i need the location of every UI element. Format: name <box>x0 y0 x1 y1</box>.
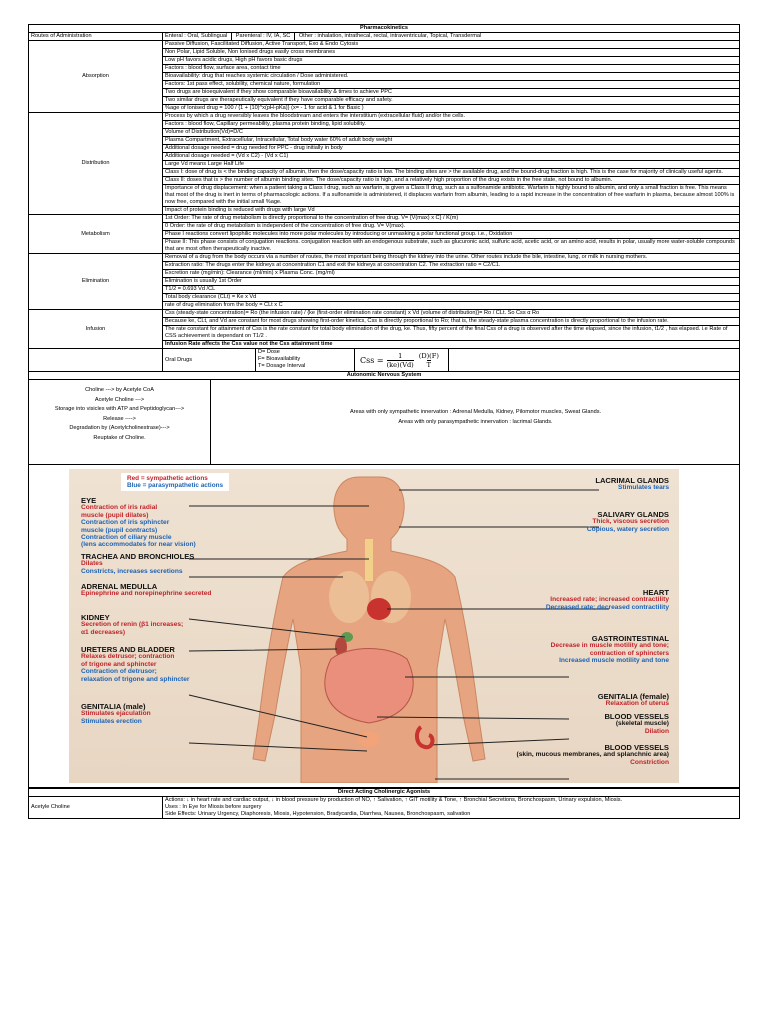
eq-b-num: (D)(F) <box>418 351 439 360</box>
left-annotation <box>81 497 196 549</box>
dose-var: D= Dose <box>258 349 280 355</box>
left-annotation <box>81 583 211 598</box>
sympathetic-action: Contraction of iris radial <box>81 504 158 512</box>
absorption-row: Low pH favors acidic drugs, High pH favors basic drugs <box>163 57 740 65</box>
sympathetic-action: Dilation <box>644 727 669 735</box>
metabolism-row: 1st Order: The rate of drug metabolism is directly proportional to the concentration of free drug. V= {V(max) x C} / K(m) <box>163 215 740 223</box>
organ-subtitle: (skin, mucous membranes, and splanchnic area) <box>516 751 669 759</box>
oral-vars <box>256 349 355 371</box>
right-annotation <box>546 589 669 611</box>
parasympathetic-action: Contraction of detrusor; <box>81 668 157 676</box>
lung-left <box>329 571 369 623</box>
organ-subtitle: (skeletal muscle) <box>615 720 669 728</box>
distribution-row: Impact of protein binding is reduced with drugs with large Vd <box>163 207 740 215</box>
elimination-label: Elimination <box>29 254 163 310</box>
parasympathetic-action: Increased muscle motility and tone <box>559 657 669 665</box>
cholinergic-side-effects: Side Effects: Urinary Urgency, Diaphoresis, Miosis, Hypotension, Bradycardia, Diarrhea, Nausea, Bronchospasm, salivation <box>165 811 471 817</box>
organ-title: LACRIMAL GLANDS <box>595 476 669 485</box>
cholinergic-uses: Uses : In Eye for Miosis before surgery <box>165 804 262 810</box>
pharmacokinetics-title: Pharmacokinetics <box>29 25 740 33</box>
ans-title: Autonomic Nervous System <box>29 372 740 380</box>
sympathetic-action: Epinephrine and norepinephrine secreted <box>81 590 212 598</box>
cycle-step: Reuptake of Choline. <box>93 434 146 441</box>
absorption-row: Factors: 1st pass effect, solubility, chemical nature, formulation <box>163 81 740 89</box>
sympathetic-action: Decrease in muscle motility and tone; <box>550 642 669 650</box>
cycle-step: Acetyle Choline ---> <box>94 396 145 403</box>
parasympathetic-action: Copious, watery secretion <box>586 525 669 533</box>
blank-cell <box>29 349 163 372</box>
parasympathetic-action: (lens accommodates for near vision) <box>81 541 196 549</box>
distribution-row: Process by which a drug reversibly leaves the bloodstream and enters the interstitium (extracellular fluid) and/or the cells. <box>163 113 740 121</box>
organ-title: HEART <box>642 588 669 597</box>
parasympathetic-action: Contraction of iris sphincter <box>81 519 170 527</box>
infusion-row: The rate constant for attainment of Css is the rate constant for total body elimination of the drug, ke. Thus, fifty percent of the final Css of a drug is observed after the time elapsed, since the infusion, t1/2 , has elapsed. i.e Rate of CSS achievement is dependant on T1/2 . <box>163 326 740 341</box>
interval-var: T= Dosage Interval <box>258 363 306 369</box>
parasympathetic-action: Stimulates tears <box>618 484 669 492</box>
distribution-row: Importance of drug displacement: when a patient taking a Class I drug, such as warfarin, is given a Class II drug, such as a sulfonamide antibiotic. Warfarin is highly bound to albumin, and only a small fraction is free. This means that most of the drug is inert in terms of pharmacologic actions. If a sulfonamide is administered, it displaces warfarin from albumin, leading to a rapid increase in the concentration of free warfarin in plasma, because almost 100% is now free, compared with the initial small %age. <box>163 185 740 207</box>
metabolism-row: Phase I reactions convert lipophilic molecules into more polar molecules by introducing or unmasking a polar functional group. i.e., Oxidation <box>163 231 740 239</box>
acetylcholine-cycle <box>29 380 211 464</box>
distribution-label: Distribution <box>29 113 163 215</box>
elimination-row: Elimination is usually 1st Order <box>163 278 740 286</box>
absorption-row: %age of Ionised drug = 100 / {1 + (10)^x(pH-pKa)} (x= - 1 for acid & 1 for Basic ) <box>163 105 740 113</box>
cycle-step: Degradation by (Acetylcholinestrase)---> <box>69 425 170 431</box>
right-annotation <box>604 713 669 735</box>
parasympathetic-action: relaxation of trigone and sphincter <box>81 675 190 683</box>
sympathetic-action: contraction of sphincters <box>589 649 669 657</box>
organ-title: SALIVARY GLANDS <box>597 510 669 519</box>
sympathetic-action: Stimulates ejaculation <box>81 710 151 718</box>
figure-legend <box>121 473 229 491</box>
bioavailability-var: F= Bioavailability <box>258 356 301 362</box>
organ-title: GENITALIA (male) <box>81 702 146 711</box>
sympathetic-action: muscle (pupil dilates) <box>81 511 149 519</box>
innervation-notes <box>212 408 739 427</box>
organ-title: URETERS AND BLADDER <box>81 645 175 654</box>
right-annotation <box>598 693 669 708</box>
ans-figure-panel <box>69 469 679 783</box>
oral-drugs-cell <box>163 349 740 372</box>
sympathetic-action: Relaxation of uterus <box>605 700 669 708</box>
organ-title: GENITALIA (female) <box>597 692 669 701</box>
distribution-row: Additional dosage needed = drug needed for PPC - drug initially in body <box>163 145 740 153</box>
parasympathetic-action: Constricts, increases secretions <box>81 567 183 575</box>
distribution-row: Plasma Compartment, Extracellular, Intracellular, Total body water 60% of adult body weight <box>163 137 740 145</box>
distribution-row: Additional dosage needed = (Vd x C2) - (Vd x C1) <box>163 153 740 161</box>
organ-title: BLOOD VESSELS <box>604 712 669 721</box>
infusion-note: Infusion Rate affects the Css value not the Css attainment time <box>163 341 740 349</box>
absorption-row: Two similar drugs are therapeutically equivalent if they have comparable efficacy and safety. <box>163 97 740 105</box>
eq-b-den: T <box>426 360 432 369</box>
right-annotation <box>595 477 669 492</box>
sympathetic-action: α1 decreases) <box>81 628 126 636</box>
elimination-row: rate of drug elimination from the body = CLt x C <box>163 302 740 310</box>
absorption-row: Two drugs are bioequivalent if they show comparable bioavailability & times to achieve PPC <box>163 89 740 97</box>
left-annotation <box>81 646 189 683</box>
metabolism-row: Phase II: This phase consists of conjugation reactions. conjugation reaction with an endogenous substrate, such as glucuronic acid, sulfuric acid, acetic acid, or an amino acid, results in polar, usually more water-soluble compounds that are most often therapeutically inactive. <box>163 239 740 254</box>
cycle-step: Choline ---> by Acetyle CoA <box>85 387 154 393</box>
cholinergic-title: Direct Acting Cholinergic Agonists <box>29 789 740 797</box>
absorption-row: Non Polar, Lipid Soluble, Non Ionised drugs easily cross membranes <box>163 49 740 57</box>
sympathetic-only-note: Areas with only sympathetic innervation : Adrenal Medulla, Kidney, Pilomotor muscles, Sweat Glands. <box>349 409 602 415</box>
left-annotation <box>81 553 194 575</box>
sympathetic-action: Increased rate; increased contractility <box>550 596 669 604</box>
oral-label: Oral Drugs <box>163 349 256 371</box>
distribution-row: Class I: dose of drug is < the binding capacity of albumin, then the dose/capacity ratio is low. The binding sites are > the available drug, and the bound-drug fraction is high. This is the case for majority of clinically useful agents. <box>163 169 740 177</box>
cycle-step: Release ----> <box>103 415 136 422</box>
eq-lhs: Css = <box>360 355 384 365</box>
legend-blue: Blue = parasympathetic actions <box>127 482 224 490</box>
ans-notes <box>28 380 740 465</box>
infusion-row: Css (steady-state concentration)= Ro (the infusion rate) / {ke (first-order elimination rate constant) x Vd (volume of distribution)}= Ro / CLt. So Css α Ro <box>163 310 740 318</box>
elimination-row: Extraction ratio: The drugs enter the kidneys at concentration C1 and exit the kidneys at concentration C2. The extraction ratio = C2/C1. <box>163 262 740 270</box>
infusion-label: Infusion <box>29 310 163 349</box>
study-sheet <box>28 24 740 819</box>
organ-title: BLOOD VESSELS <box>604 743 669 752</box>
sympathetic-action: Dilates <box>81 560 103 568</box>
routes-cell <box>163 33 740 41</box>
metabolism-row: 0 Order: the rate of drug metabolism is independent of the concentration of free drug. V= V(max). <box>163 223 740 231</box>
absorption-row: Factors : blood flow, surface area, contact time <box>163 65 740 73</box>
absorption-row: Passive Diffusion, Fascilitated Diffusion, Active Transport, Exo & Endo Cytosis <box>163 41 740 49</box>
sympathetic-action: Thick, viscous secretion <box>592 518 669 526</box>
distribution-row: Factors : blood flow, Capillary permeability, plasma protein binding, lipid solubility. <box>163 121 740 129</box>
cholinergic-table <box>28 788 740 819</box>
route-parenteral: Parenteral : IV, IA, SC <box>236 33 296 40</box>
left-annotation <box>81 703 151 725</box>
cholinergic-drug: Acetyle Choline <box>29 797 163 819</box>
organ-title: GASTROINTESTINAL <box>591 634 669 643</box>
right-annotation <box>587 511 669 533</box>
absorption-row: Bioavailability: drug that reaches systemic circulation / Dose administered. <box>163 73 740 81</box>
parasympathetic-action: muscle (pupil contracts) <box>81 526 158 534</box>
elimination-row: Excretion rate (mg/min): Clearance (ml/min) x Plasma Conc. (mg/ml) <box>163 270 740 278</box>
right-annotation <box>517 744 669 766</box>
routes-label: Routes of Administration <box>29 33 163 41</box>
left-annotation <box>81 614 183 636</box>
eq-a-num: 1 <box>398 351 403 360</box>
organ-title: ADRENAL MEDULLA <box>81 582 158 591</box>
distribution-row: Class II: doses that is > the number of albumin binding sites. The dose/capacity ratio is high, and a relatively high proportion of the drug exists in the free state, not bound to albumin. <box>163 177 740 185</box>
route-other: Other : inhalation, intrathecal, rectal, intraventricular, Topical, Transdermal <box>298 33 482 39</box>
organ-title: TRACHEA AND BRONCHIOLES <box>81 552 195 561</box>
bladder-shape <box>358 731 380 747</box>
elimination-row: T1/2 = 0.693 Vd /CL <box>163 286 740 294</box>
elimination-row: Removal of a drug from the body occurs via a number of routes, the most important being through the kidney into the urine. Other routes include the bile, intestine, lung, or milk in nursing mothers. <box>163 254 740 262</box>
eq-a-den: (ke)(Vd) <box>386 360 414 369</box>
ans-figure <box>28 465 740 788</box>
sympathetic-action: Relaxes detrusor; contraction <box>81 653 175 661</box>
cycle-step: Storage into visicles with ATP and Peptidoglycan---> <box>54 406 185 412</box>
infusion-row: Because ke, CLt, and Vd are constant for most drugs showing first-order kinetics, Css is directly proportional to Ro; that is, the steady-state plasma concentration is directly proportional to the infusion rate. <box>163 318 740 326</box>
organ-title: EYE <box>81 496 97 505</box>
cholinergic-actions: Actions: ↓ in heart rate and cardiac output, ↓ in blood pressure by production of NO, ↑ Salivation, ↑ GIT motility & Tone, ↑ Bronchial Secretions, Bronchospasm, Urinary expulsion, Miosis. <box>165 797 623 803</box>
trachea-shape <box>365 539 373 581</box>
elimination-row: Total body clearance (CLt) = Ke x Vd <box>163 294 740 302</box>
parasympathetic-action: Contraction of ciliary muscle <box>81 534 172 542</box>
sympathetic-action: Secretion of renin (β1 increases; <box>81 621 184 629</box>
parasympathetic-action: Decreased rate; decreased contractility <box>545 603 669 611</box>
organ-title: KIDNEY <box>81 613 110 622</box>
route-enteral: Enteral : Oral, Sublingual <box>165 33 232 40</box>
absorption-label: Absorption <box>29 41 163 113</box>
css-equation <box>355 349 449 371</box>
metabolism-label: Metabolism <box>29 215 163 254</box>
pharmacokinetics-table <box>28 24 740 380</box>
sympathetic-action: of trigone and sphincter <box>81 660 157 668</box>
legend-red: Red = sympathetic actions <box>127 475 208 482</box>
cholinergic-details <box>163 797 740 819</box>
distribution-row: Volume of Distribution(Vd)=D/C <box>163 129 740 137</box>
right-annotation <box>551 635 669 665</box>
sympathetic-action: Constriction <box>630 758 669 766</box>
parasympathetic-action: Stimulates erection <box>81 717 142 725</box>
parasympathetic-only-note: Areas with only parasympathetic innervation : lacrimal Glands. <box>398 418 553 425</box>
distribution-row: Large Vd means Large Half Life <box>163 161 740 169</box>
